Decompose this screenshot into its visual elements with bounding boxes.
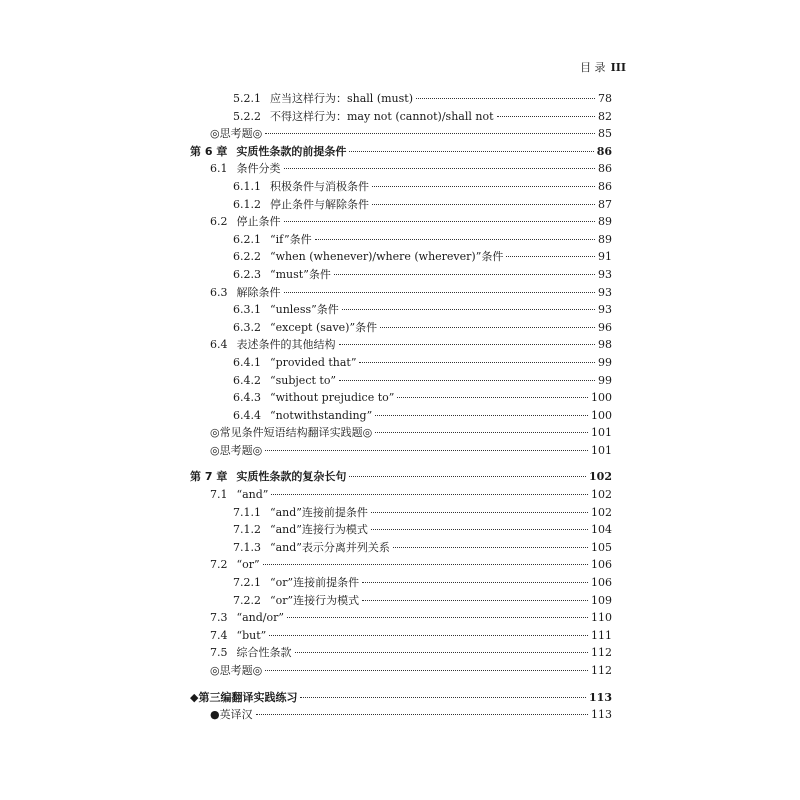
toc-entry-text: ◆第三编翻译实践练习 [190, 690, 298, 704]
toc-entry-page: 86 [598, 162, 612, 176]
toc-entry-title [233, 178, 369, 196]
dot-leader [295, 651, 589, 653]
toc-entry-text: 应当这样行为：shall (must) [270, 92, 413, 105]
toc-entry-text: 停止条件 [236, 215, 281, 229]
toc-entry-text: “when (whenever)/where (wherever)”条件 [270, 250, 504, 264]
dot-leader [375, 431, 588, 433]
toc-entry-title [210, 644, 292, 662]
toc-entry [0, 213, 612, 231]
toc-entry-number: 7.2 [210, 558, 228, 572]
toc-entry-text: “and”连接行为模式 [270, 523, 368, 537]
toc-entry [0, 284, 612, 302]
toc-entry-title [210, 125, 262, 143]
toc-entry-page: 113 [589, 690, 612, 704]
toc-entry-page: 93 [598, 267, 612, 281]
toc-entry [0, 231, 612, 249]
toc-entry-page: 109 [591, 593, 612, 607]
toc-entry [0, 389, 612, 407]
toc-entry [0, 574, 612, 592]
toc-entry [0, 689, 612, 707]
toc-entry-text: “subject to” [270, 373, 337, 387]
toc-entry-title [190, 689, 297, 707]
toc-entry [0, 196, 612, 214]
toc-entry [0, 336, 612, 354]
toc-entry-page: 102 [591, 488, 612, 502]
toc-entry-number: 7.1.1 [233, 505, 261, 519]
toc-entry [0, 424, 612, 442]
toc-entry-page: 93 [598, 303, 612, 317]
dot-leader [416, 97, 595, 99]
toc-entry-number: 第 6 章 [190, 144, 228, 158]
toc-entry [0, 706, 612, 724]
toc-entry-number: 6.3.1 [233, 303, 261, 317]
toc-entry-text: 积极条件与消极条件 [270, 179, 369, 193]
toc-entry-title [233, 521, 368, 539]
toc-entry-title [210, 213, 281, 231]
toc-entry-title [233, 319, 377, 337]
toc-entry-number: 6.1.1 [233, 179, 261, 193]
toc-entry-title [233, 504, 368, 522]
dot-leader [271, 493, 588, 495]
toc-entry-text: 实质性条款的复杂长句 [236, 470, 347, 484]
toc-entry-number: 6.1.2 [233, 197, 261, 211]
dot-leader [300, 696, 586, 698]
toc-entry-page: 86 [598, 179, 612, 193]
toc-entry-title [233, 196, 369, 214]
toc-entry-title [233, 389, 394, 407]
toc-entry-number: 5.2.1 [233, 92, 261, 105]
toc-entry-number: 6.4.3 [233, 391, 261, 405]
toc-entry-text: “unless”条件 [270, 303, 339, 317]
dot-leader [372, 185, 595, 187]
toc-entry-number: 6.2.3 [233, 267, 261, 281]
toc-entry-text: ◎常见条件短语结构翻译实践题◎ [210, 426, 373, 440]
toc-entry-text: 停止条件与解除条件 [270, 197, 369, 211]
toc-entry-text: “if”条件 [270, 232, 312, 246]
toc-entry-title [210, 609, 284, 627]
toc-entry [0, 90, 612, 108]
toc-entry-page: 85 [598, 127, 612, 141]
toc-entry [0, 301, 612, 319]
toc-entry [0, 266, 612, 284]
toc-entry [0, 442, 612, 460]
toc-entry-number: 7.2.1 [233, 576, 261, 590]
toc-entry-page: 100 [591, 391, 612, 405]
dot-leader [265, 132, 595, 134]
toc-entry-title [233, 266, 331, 284]
toc-entry-text: “and”表示分离并列关系 [270, 540, 390, 554]
toc-entry-page: 89 [598, 232, 612, 246]
toc-entry-title [233, 108, 494, 126]
toc-entry [0, 108, 612, 126]
toc-entry-page: 105 [591, 540, 612, 554]
toc-entry [0, 486, 612, 504]
dot-leader [372, 203, 595, 205]
toc-entry [0, 627, 612, 645]
toc-entry [0, 354, 612, 372]
toc-entry-number: 7.1.3 [233, 540, 261, 554]
toc-entry-number: 7.1 [210, 488, 228, 502]
dot-leader [256, 713, 588, 715]
toc-entry-page: 101 [591, 443, 612, 457]
toc-entry [0, 372, 612, 390]
toc-entry-text: 解除条件 [236, 285, 281, 299]
toc-entry-page: 96 [598, 320, 612, 334]
toc-entry-page: 106 [591, 558, 612, 572]
toc-entry-number: 7.2.2 [233, 593, 261, 607]
dot-leader [315, 238, 595, 240]
toc-entry-page: 78 [598, 92, 612, 105]
dot-leader [397, 396, 588, 398]
dot-leader [287, 616, 588, 618]
dot-leader [375, 414, 588, 416]
toc-entry-number: 第 7 章 [190, 470, 228, 484]
toc-entry [0, 592, 612, 610]
toc-entry-text: 不得这样行为：may not (cannot)/shall not [270, 109, 494, 123]
dot-leader [362, 581, 588, 583]
toc-entry-title [190, 468, 346, 486]
toc-entry-number: 7.1.2 [233, 523, 261, 537]
dot-leader [497, 115, 596, 117]
dot-leader [349, 150, 593, 152]
toc-entry [0, 319, 612, 337]
toc-entry [0, 662, 612, 680]
toc-entry-page: 89 [598, 215, 612, 229]
toc-entry-number: 6.4 [210, 338, 228, 352]
toc-entry-title [210, 284, 281, 302]
toc-entry-page: 102 [591, 505, 612, 519]
toc-entry-title [233, 407, 372, 425]
toc-entry-title [210, 627, 266, 645]
toc-entry-title [210, 706, 253, 724]
toc-entry-page: 112 [591, 646, 612, 660]
toc-entry-number: 6.3 [210, 285, 228, 299]
dot-leader [265, 669, 588, 671]
toc-entry-title [233, 539, 390, 557]
toc-entry-page: 100 [591, 408, 612, 422]
toc-entry [0, 178, 612, 196]
toc-entry-number: 6.2 [210, 215, 228, 229]
toc-entry-number: 6.4.2 [233, 373, 261, 387]
toc-entry-number: 7.5 [210, 646, 228, 660]
toc-entry-text: 表述条件的其他结构 [236, 338, 336, 352]
dot-leader [349, 475, 586, 477]
toc-entry-title [233, 574, 359, 592]
toc-entry-title [210, 662, 262, 680]
toc-entry-title [210, 486, 268, 504]
toc-entry-text: “and” [236, 488, 269, 502]
dot-leader [263, 563, 588, 565]
toc-entry [0, 468, 612, 486]
dot-leader [269, 634, 588, 636]
dot-leader [265, 449, 588, 451]
toc-entry-page: 101 [591, 426, 612, 440]
toc-entry-number: 5.2.2 [233, 109, 261, 123]
toc-entry [0, 539, 612, 557]
running-header [560, 59, 626, 75]
toc-entry-page: 99 [598, 355, 612, 369]
toc-entry [0, 609, 612, 627]
toc-entry-page: 91 [598, 250, 612, 264]
toc-entry-title [233, 301, 339, 319]
toc-entry [0, 556, 612, 574]
dot-leader [506, 255, 595, 257]
dot-leader [334, 273, 595, 275]
toc-entry-title [210, 556, 260, 574]
toc-entry-page: 93 [598, 285, 612, 299]
header-label: 目 录 [580, 61, 606, 74]
toc-entry-text: “notwithstanding” [270, 408, 373, 422]
toc-entry-text: ◎思考题◎ [210, 127, 263, 141]
toc-entry-number: 6.3.2 [233, 320, 261, 334]
toc-entry-page: 99 [598, 373, 612, 387]
toc-entry-page: 113 [591, 708, 612, 722]
toc-entry-number: 6.2.2 [233, 250, 261, 264]
dot-leader [371, 511, 588, 513]
toc-entry-page: 112 [591, 664, 612, 677]
toc-entry-title [233, 592, 359, 610]
dot-leader [284, 220, 596, 222]
toc-entry [0, 125, 612, 143]
toc-entry-page: 86 [596, 144, 612, 158]
dot-leader [380, 326, 595, 328]
toc-entry-number: 6.4.4 [233, 408, 261, 422]
toc-entry-title [210, 160, 281, 178]
toc-entry-number: 6.1 [210, 162, 228, 176]
toc-entry-text: “but” [236, 628, 267, 642]
toc-entry [0, 160, 612, 178]
dot-leader [342, 308, 595, 310]
toc-entry-title [190, 143, 346, 161]
toc-entry-title [233, 231, 312, 249]
header-page-number: III [610, 61, 626, 74]
toc-entry-page: 106 [591, 576, 612, 590]
toc-entry-page: 110 [591, 611, 612, 625]
toc-entry-text: ◎思考题◎ [210, 443, 263, 457]
toc-entry-title [233, 372, 336, 390]
toc-entry-text: “and/or” [236, 611, 285, 625]
dot-leader [284, 291, 596, 293]
dot-leader [359, 361, 595, 363]
dot-leader [339, 343, 596, 345]
toc-entry-title [210, 442, 262, 460]
toc-entry-text: 综合性条款 [236, 646, 292, 660]
toc-entry-number: 6.4.1 [233, 355, 261, 369]
toc-entry-text: “or”连接行为模式 [270, 593, 360, 607]
toc-entry-page: 87 [598, 197, 612, 211]
toc-entry-title [233, 354, 356, 372]
toc-entry [0, 248, 612, 266]
toc-entry-text: “without prejudice to” [270, 391, 395, 405]
toc-entry-text: 实质性条款的前提条件 [236, 144, 347, 158]
toc-entry-title [233, 90, 413, 108]
toc-entry-page: 102 [589, 470, 612, 484]
toc-entry-title [210, 424, 372, 442]
toc-entry-page: 82 [598, 109, 612, 123]
toc-entry-page: 111 [591, 628, 612, 642]
toc-entry-text: “must”条件 [270, 267, 331, 281]
toc-entry [0, 143, 612, 161]
toc-entry [0, 644, 612, 662]
dot-leader [362, 599, 588, 601]
toc-entry-number: 7.4 [210, 628, 228, 642]
toc-entry-text: ◎思考题◎ [210, 664, 263, 677]
toc-entry-title [233, 248, 503, 266]
toc-entry-text: “except (save)”条件 [270, 320, 378, 334]
toc-entry-text: 条件分类 [236, 162, 281, 176]
toc-entry-page: 98 [598, 338, 612, 352]
toc-entry-number: 7.3 [210, 611, 228, 625]
toc-entry-text: “and”连接前提条件 [270, 505, 368, 519]
toc-entry-text: “provided that” [270, 355, 357, 369]
toc-entry-text: “or” [236, 558, 260, 572]
toc-entry-text: “or”连接前提条件 [270, 576, 360, 590]
table-of-contents [0, 90, 800, 724]
dot-leader [393, 546, 588, 548]
dot-leader [339, 379, 595, 381]
dot-leader [371, 528, 588, 530]
toc-entry-number: 6.2.1 [233, 232, 261, 246]
toc-entry-page: 104 [591, 523, 612, 537]
toc-entry [0, 407, 612, 425]
toc-entry-text: ●英译汉 [210, 708, 253, 722]
toc-entry [0, 521, 612, 539]
toc-entry-title [210, 336, 336, 354]
dot-leader [284, 167, 596, 169]
toc-entry [0, 504, 612, 522]
